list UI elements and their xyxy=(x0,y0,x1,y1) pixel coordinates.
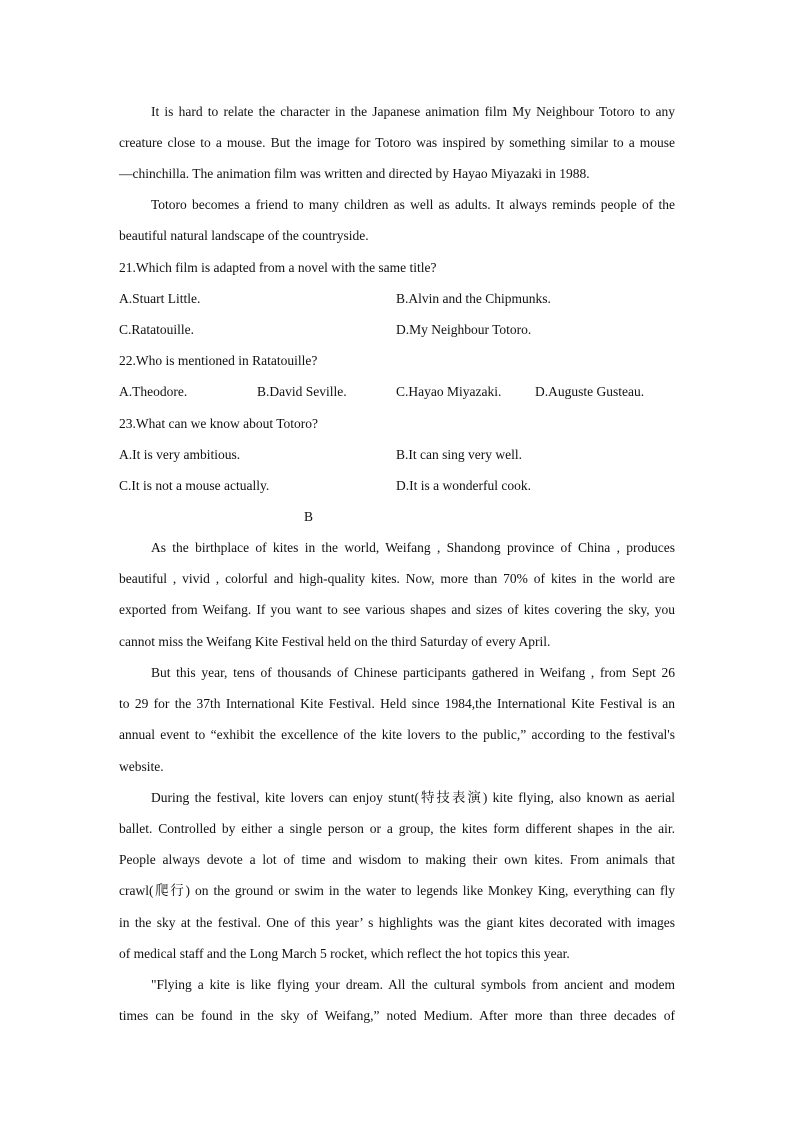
question-option: C.It is not a mouse actually. xyxy=(119,478,270,493)
question-option: A.Theodore. xyxy=(119,384,188,399)
passage-b-line: People always devote a lot of time and wisdom to making their own kites. From animals that xyxy=(119,852,675,867)
question-option: A.It is very ambitious. xyxy=(119,447,241,462)
question-option: D.Auguste Gusteau. xyxy=(535,384,645,399)
passage-b-line: in the sky at the festival. One of this year’ s highlights was the giant kites decorated with images xyxy=(119,915,675,930)
passage-b-line: times can be found in the sky of Weifang,” noted Medium. After more than three decades of xyxy=(119,1008,675,1023)
passage-b-line: ballet. Controlled by either a single person or a group, the kites form different shapes in the air. xyxy=(119,821,675,836)
question-option: B.Alvin and the Chipmunks. xyxy=(396,291,551,306)
question-option: D.It is a wonderful cook. xyxy=(396,478,531,493)
passage-b-line: exported from Weifang. If you want to see various shapes and sizes of kites covering the sky, you xyxy=(119,602,675,617)
passage-b-line: crawl(爬行) on the ground or swim in the water to legends like Monkey King, everything can fly xyxy=(119,883,675,898)
question-stem: 22.Who is mentioned in Ratatouille? xyxy=(119,353,318,368)
question-option: B.David Seville. xyxy=(257,384,347,399)
passage-b-line: website. xyxy=(119,759,164,774)
question-option: A.Stuart Little. xyxy=(119,291,201,306)
passage-b-line: annual event to “exhibit the excellence of the kite lovers to the public,” according to the festival's xyxy=(119,727,675,742)
question-stem: 23.What can we know about Totoro? xyxy=(119,416,318,431)
question-option: B.It can sing very well. xyxy=(396,447,522,462)
passage-a-line: Totoro becomes a friend to many children as well as adults. It always reminds people of the xyxy=(151,197,675,212)
question-option: C.Hayao Miyazaki. xyxy=(396,384,502,399)
passage-a-line: beautiful natural landscape of the countryside. xyxy=(119,228,369,243)
passage-a-line: creature close to a mouse. But the image for Totoro was inspired by something similar to a mouse xyxy=(119,135,675,150)
section-heading: B xyxy=(304,509,314,524)
question-option: C.Ratatouille. xyxy=(119,322,194,337)
passage-b-line: to 29 for the 37th International Kite Festival. Held since 1984,the International Kite Festival is an xyxy=(119,696,675,711)
question-option: D.My Neighbour Totoro. xyxy=(396,322,532,337)
passage-b-line: cannot miss the Weifang Kite Festival held on the third Saturday of every April. xyxy=(119,634,551,649)
passage-b-line: of medical staff and the Long March 5 rocket, which reflect the hot topics this year. xyxy=(119,946,570,961)
passage-b-line: As the birthplace of kites in the world, Weifang , Shandong province of China , produces xyxy=(151,540,675,555)
passage-b-line: During the festival, kite lovers can enjoy stunt(特技表演) kite flying, also known as aerial xyxy=(151,790,675,805)
passage-a-line: It is hard to relate the character in the Japanese animation film My Neighbour Totoro to any xyxy=(151,104,675,119)
passage-a-line: —chinchilla. The animation film was written and directed by Hayao Miyazaki in 1988. xyxy=(119,166,590,181)
passage-b-line: beautiful , vivid , colorful and high-quality kites. Now, more than 70% of kites in the world are xyxy=(119,571,675,586)
passage-b-line: "Flying a kite is like flying your dream. All the cultural symbols from ancient and modem xyxy=(151,977,675,992)
question-stem: 21.Which film is adapted from a novel with the same title? xyxy=(119,260,437,275)
passage-b-line: But this year, tens of thousands of Chinese participants gathered in Weifang , from Sept 26 xyxy=(151,665,675,680)
